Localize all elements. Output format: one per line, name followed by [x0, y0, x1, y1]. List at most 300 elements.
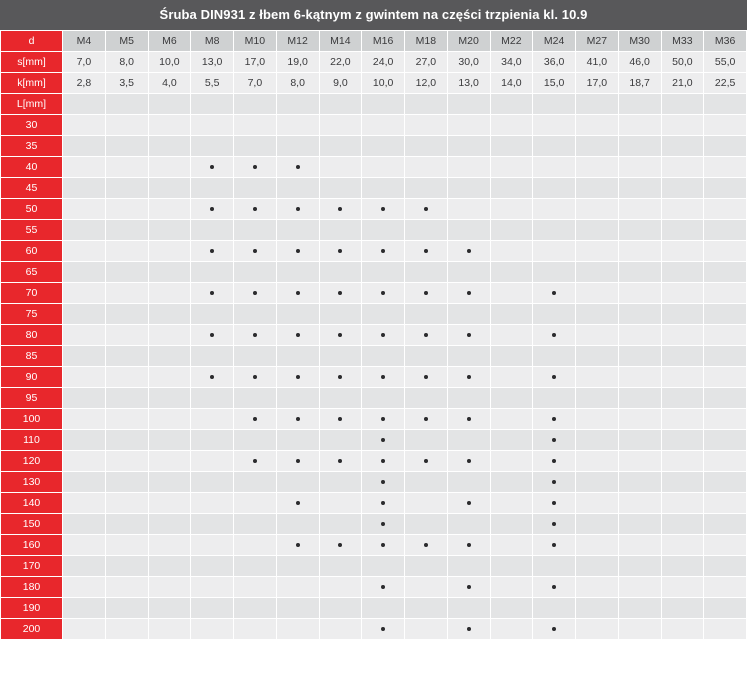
- availability-cell: [63, 619, 106, 640]
- availability-cell: [148, 577, 191, 598]
- availability-cell: [105, 178, 148, 199]
- availability-cell: [276, 472, 319, 493]
- availability-cell: [704, 409, 747, 430]
- availability-cell: [319, 619, 362, 640]
- spacer-cell: [276, 94, 319, 115]
- availability-dot: [381, 480, 385, 484]
- availability-cell: [362, 220, 405, 241]
- spacer-cell: [618, 94, 661, 115]
- availability-cell: [490, 157, 533, 178]
- availability-cell: [405, 262, 448, 283]
- availability-cell: [533, 493, 576, 514]
- availability-cell: [148, 367, 191, 388]
- availability-cell: [704, 535, 747, 556]
- value-cell: 10,0: [362, 73, 405, 94]
- availability-dot: [296, 207, 300, 211]
- availability-cell: [405, 304, 448, 325]
- availability-cell: [105, 430, 148, 451]
- availability-cell: [618, 577, 661, 598]
- availability-cell: [319, 283, 362, 304]
- availability-cell: [405, 451, 448, 472]
- availability-cell: [447, 115, 490, 136]
- availability-cell: [362, 514, 405, 535]
- availability-dot: [253, 249, 257, 253]
- availability-cell: [533, 409, 576, 430]
- availability-dot: [381, 249, 385, 253]
- availability-cell: [661, 283, 704, 304]
- availability-cell: [618, 283, 661, 304]
- availability-cell: [576, 451, 619, 472]
- availability-cell: [234, 472, 277, 493]
- availability-cell: [362, 493, 405, 514]
- availability-cell: [105, 283, 148, 304]
- availability-cell: [148, 514, 191, 535]
- availability-cell: [191, 178, 234, 199]
- availability-cell: [234, 598, 277, 619]
- availability-cell: [362, 283, 405, 304]
- availability-cell: [362, 304, 405, 325]
- availability-cell: [447, 325, 490, 346]
- availability-dot: [467, 501, 471, 505]
- table-row: [1, 178, 747, 199]
- availability-cell: [105, 577, 148, 598]
- table-row: [1, 472, 747, 493]
- availability-cell: [618, 388, 661, 409]
- row-header-s: s[mm]: [1, 52, 63, 73]
- value-cell: 12,0: [405, 73, 448, 94]
- availability-cell: [276, 178, 319, 199]
- availability-cell: [234, 493, 277, 514]
- availability-cell: [490, 262, 533, 283]
- availability-cell: [191, 115, 234, 136]
- availability-cell: [405, 178, 448, 199]
- availability-cell: [533, 535, 576, 556]
- availability-cell: [191, 388, 234, 409]
- availability-cell: [276, 577, 319, 598]
- availability-cell: [576, 535, 619, 556]
- length-label: 40: [1, 157, 63, 178]
- availability-cell: [276, 598, 319, 619]
- availability-cell: [576, 619, 619, 640]
- availability-cell: [148, 136, 191, 157]
- length-label: 100: [1, 409, 63, 430]
- availability-cell: [319, 220, 362, 241]
- value-cell: 22,0: [319, 52, 362, 73]
- availability-cell: [533, 367, 576, 388]
- availability-cell: [319, 241, 362, 262]
- spacer-cell: [105, 94, 148, 115]
- availability-cell: [405, 598, 448, 619]
- availability-cell: [105, 115, 148, 136]
- availability-dot: [338, 207, 342, 211]
- availability-cell: [405, 325, 448, 346]
- availability-cell: [661, 577, 704, 598]
- value-cell: 19,0: [276, 52, 319, 73]
- value-cell: 13,0: [191, 52, 234, 73]
- availability-cell: [533, 577, 576, 598]
- availability-dot: [552, 627, 556, 631]
- availability-dot: [381, 333, 385, 337]
- column-header-size: M4: [63, 31, 106, 52]
- availability-cell: [704, 241, 747, 262]
- availability-cell: [319, 409, 362, 430]
- availability-cell: [276, 514, 319, 535]
- availability-dot: [381, 543, 385, 547]
- availability-cell: [148, 325, 191, 346]
- availability-cell: [490, 304, 533, 325]
- availability-cell: [533, 325, 576, 346]
- length-label: 160: [1, 535, 63, 556]
- value-cell: 8,0: [105, 52, 148, 73]
- availability-cell: [148, 157, 191, 178]
- availability-cell: [618, 367, 661, 388]
- availability-cell: [576, 262, 619, 283]
- availability-cell: [191, 367, 234, 388]
- availability-cell: [362, 535, 405, 556]
- availability-cell: [618, 514, 661, 535]
- availability-cell: [191, 409, 234, 430]
- availability-cell: [191, 514, 234, 535]
- availability-cell: [234, 136, 277, 157]
- value-cell: 30,0: [447, 52, 490, 73]
- availability-cell: [234, 535, 277, 556]
- length-label: 55: [1, 220, 63, 241]
- length-label: 130: [1, 472, 63, 493]
- availability-cell: [405, 115, 448, 136]
- availability-cell: [191, 325, 234, 346]
- table-row: [1, 304, 747, 325]
- availability-cell: [704, 367, 747, 388]
- availability-cell: [618, 493, 661, 514]
- availability-dot: [467, 249, 471, 253]
- availability-cell: [447, 535, 490, 556]
- table-row: [1, 199, 747, 220]
- availability-cell: [704, 430, 747, 451]
- availability-cell: [405, 199, 448, 220]
- availability-cell: [704, 136, 747, 157]
- availability-dot: [424, 543, 428, 547]
- availability-cell: [618, 115, 661, 136]
- availability-cell: [490, 451, 533, 472]
- availability-cell: [191, 577, 234, 598]
- availability-cell: [234, 199, 277, 220]
- length-label: 180: [1, 577, 63, 598]
- availability-cell: [362, 157, 405, 178]
- availability-dot: [296, 543, 300, 547]
- availability-cell: [405, 283, 448, 304]
- column-header-size: M20: [447, 31, 490, 52]
- availability-cell: [704, 304, 747, 325]
- availability-cell: [618, 262, 661, 283]
- length-label: 90: [1, 367, 63, 388]
- availability-cell: [105, 241, 148, 262]
- availability-cell: [105, 556, 148, 577]
- availability-cell: [105, 199, 148, 220]
- value-cell: 17,0: [234, 52, 277, 73]
- availability-cell: [191, 283, 234, 304]
- availability-cell: [105, 514, 148, 535]
- table-row: [1, 241, 747, 262]
- availability-cell: [576, 136, 619, 157]
- availability-dot: [253, 207, 257, 211]
- availability-cell: [618, 157, 661, 178]
- availability-cell: [148, 262, 191, 283]
- table-row: [1, 325, 747, 346]
- length-label: 120: [1, 451, 63, 472]
- length-label: 110: [1, 430, 63, 451]
- availability-cell: [276, 241, 319, 262]
- length-label: 95: [1, 388, 63, 409]
- availability-cell: [276, 388, 319, 409]
- availability-cell: [191, 220, 234, 241]
- spacer-cell: [490, 94, 533, 115]
- availability-cell: [63, 115, 106, 136]
- availability-dot: [381, 375, 385, 379]
- availability-cell: [704, 262, 747, 283]
- availability-cell: [618, 409, 661, 430]
- availability-cell: [661, 493, 704, 514]
- availability-cell: [148, 409, 191, 430]
- spacer-cell: [234, 94, 277, 115]
- availability-cell: [63, 451, 106, 472]
- availability-dot: [424, 417, 428, 421]
- availability-cell: [319, 451, 362, 472]
- availability-cell: [148, 451, 191, 472]
- availability-cell: [234, 304, 277, 325]
- availability-cell: [576, 220, 619, 241]
- availability-cell: [276, 409, 319, 430]
- availability-cell: [490, 346, 533, 367]
- value-cell: 14,0: [490, 73, 533, 94]
- availability-cell: [661, 388, 704, 409]
- availability-cell: [191, 304, 234, 325]
- availability-cell: [447, 388, 490, 409]
- availability-dot: [381, 501, 385, 505]
- availability-cell: [276, 493, 319, 514]
- availability-cell: [661, 241, 704, 262]
- availability-cell: [447, 241, 490, 262]
- availability-cell: [533, 430, 576, 451]
- availability-cell: [191, 262, 234, 283]
- availability-cell: [63, 367, 106, 388]
- availability-cell: [105, 304, 148, 325]
- availability-dot: [381, 522, 385, 526]
- availability-cell: [405, 346, 448, 367]
- availability-cell: [576, 115, 619, 136]
- availability-cell: [319, 199, 362, 220]
- value-cell: 4,0: [148, 73, 191, 94]
- availability-cell: [63, 556, 106, 577]
- length-label: 190: [1, 598, 63, 619]
- availability-cell: [319, 325, 362, 346]
- availability-cell: [490, 115, 533, 136]
- availability-cell: [490, 514, 533, 535]
- availability-cell: [447, 598, 490, 619]
- availability-cell: [362, 451, 405, 472]
- table-row: [1, 73, 747, 94]
- availability-cell: [490, 430, 533, 451]
- availability-cell: [63, 178, 106, 199]
- availability-cell: [234, 220, 277, 241]
- availability-cell: [319, 262, 362, 283]
- column-header-size: M24: [533, 31, 576, 52]
- availability-cell: [490, 409, 533, 430]
- availability-cell: [105, 157, 148, 178]
- value-cell: 15,0: [533, 73, 576, 94]
- row-header-length: L[mm]: [1, 94, 63, 115]
- availability-cell: [661, 115, 704, 136]
- availability-cell: [105, 472, 148, 493]
- availability-cell: [191, 136, 234, 157]
- availability-dot: [210, 249, 214, 253]
- availability-cell: [704, 598, 747, 619]
- availability-cell: [576, 493, 619, 514]
- availability-cell: [319, 514, 362, 535]
- availability-cell: [405, 157, 448, 178]
- availability-cell: [362, 346, 405, 367]
- length-label: 60: [1, 241, 63, 262]
- availability-cell: [63, 199, 106, 220]
- availability-cell: [276, 136, 319, 157]
- table-row: [1, 367, 747, 388]
- availability-cell: [234, 157, 277, 178]
- availability-cell: [63, 472, 106, 493]
- availability-cell: [405, 409, 448, 430]
- availability-cell: [191, 346, 234, 367]
- availability-dot: [253, 375, 257, 379]
- availability-cell: [234, 451, 277, 472]
- availability-cell: [405, 493, 448, 514]
- availability-cell: [533, 472, 576, 493]
- availability-dot: [210, 291, 214, 295]
- availability-cell: [447, 304, 490, 325]
- availability-cell: [661, 472, 704, 493]
- availability-cell: [405, 577, 448, 598]
- availability-dot: [424, 459, 428, 463]
- availability-cell: [319, 346, 362, 367]
- availability-cell: [447, 493, 490, 514]
- availability-cell: [63, 514, 106, 535]
- availability-dot: [424, 333, 428, 337]
- availability-cell: [618, 451, 661, 472]
- table-row: [1, 430, 747, 451]
- spacer-cell: [704, 94, 747, 115]
- availability-cell: [276, 157, 319, 178]
- table-row: [1, 94, 747, 115]
- availability-cell: [661, 430, 704, 451]
- availability-cell: [63, 388, 106, 409]
- availability-cell: [191, 619, 234, 640]
- availability-cell: [576, 178, 619, 199]
- length-label: 80: [1, 325, 63, 346]
- availability-cell: [576, 283, 619, 304]
- availability-cell: [618, 598, 661, 619]
- column-header-size: M10: [234, 31, 277, 52]
- availability-cell: [234, 325, 277, 346]
- availability-cell: [362, 388, 405, 409]
- spacer-cell: [576, 94, 619, 115]
- availability-cell: [704, 514, 747, 535]
- availability-cell: [704, 115, 747, 136]
- table-row: [1, 451, 747, 472]
- length-label: 65: [1, 262, 63, 283]
- availability-cell: [618, 220, 661, 241]
- availability-cell: [362, 598, 405, 619]
- availability-cell: [148, 430, 191, 451]
- availability-cell: [661, 304, 704, 325]
- availability-cell: [105, 493, 148, 514]
- availability-cell: [191, 535, 234, 556]
- length-label: 150: [1, 514, 63, 535]
- availability-cell: [105, 220, 148, 241]
- availability-cell: [276, 346, 319, 367]
- availability-cell: [661, 199, 704, 220]
- column-header-size: M12: [276, 31, 319, 52]
- availability-cell: [576, 430, 619, 451]
- availability-dot: [296, 375, 300, 379]
- value-cell: 7,0: [63, 52, 106, 73]
- length-label: 50: [1, 199, 63, 220]
- availability-cell: [447, 262, 490, 283]
- availability-cell: [661, 535, 704, 556]
- availability-cell: [276, 556, 319, 577]
- availability-cell: [63, 409, 106, 430]
- availability-cell: [148, 598, 191, 619]
- availability-cell: [319, 136, 362, 157]
- availability-dot: [467, 585, 471, 589]
- availability-cell: [234, 178, 277, 199]
- availability-cell: [63, 157, 106, 178]
- length-label: 140: [1, 493, 63, 514]
- availability-cell: [447, 136, 490, 157]
- availability-dot: [552, 417, 556, 421]
- availability-cell: [490, 472, 533, 493]
- availability-cell: [362, 430, 405, 451]
- availability-cell: [63, 220, 106, 241]
- availability-cell: [704, 472, 747, 493]
- availability-cell: [362, 472, 405, 493]
- availability-cell: [704, 388, 747, 409]
- table-row: [1, 598, 747, 619]
- availability-cell: [405, 241, 448, 262]
- availability-dot: [296, 501, 300, 505]
- availability-cell: [618, 304, 661, 325]
- availability-cell: [276, 199, 319, 220]
- spacer-cell: [405, 94, 448, 115]
- availability-cell: [576, 241, 619, 262]
- availability-cell: [704, 157, 747, 178]
- availability-cell: [63, 325, 106, 346]
- availability-cell: [234, 367, 277, 388]
- column-header-d: d: [1, 31, 63, 52]
- length-label: 75: [1, 304, 63, 325]
- availability-cell: [576, 577, 619, 598]
- table-row: [1, 157, 747, 178]
- availability-cell: [319, 535, 362, 556]
- availability-cell: [576, 304, 619, 325]
- availability-cell: [447, 514, 490, 535]
- availability-cell: [661, 346, 704, 367]
- availability-cell: [576, 598, 619, 619]
- availability-cell: [533, 220, 576, 241]
- availability-cell: [661, 598, 704, 619]
- availability-cell: [63, 283, 106, 304]
- availability-cell: [105, 598, 148, 619]
- availability-dot: [552, 459, 556, 463]
- availability-cell: [276, 304, 319, 325]
- column-header-size: M27: [576, 31, 619, 52]
- availability-dot: [296, 249, 300, 253]
